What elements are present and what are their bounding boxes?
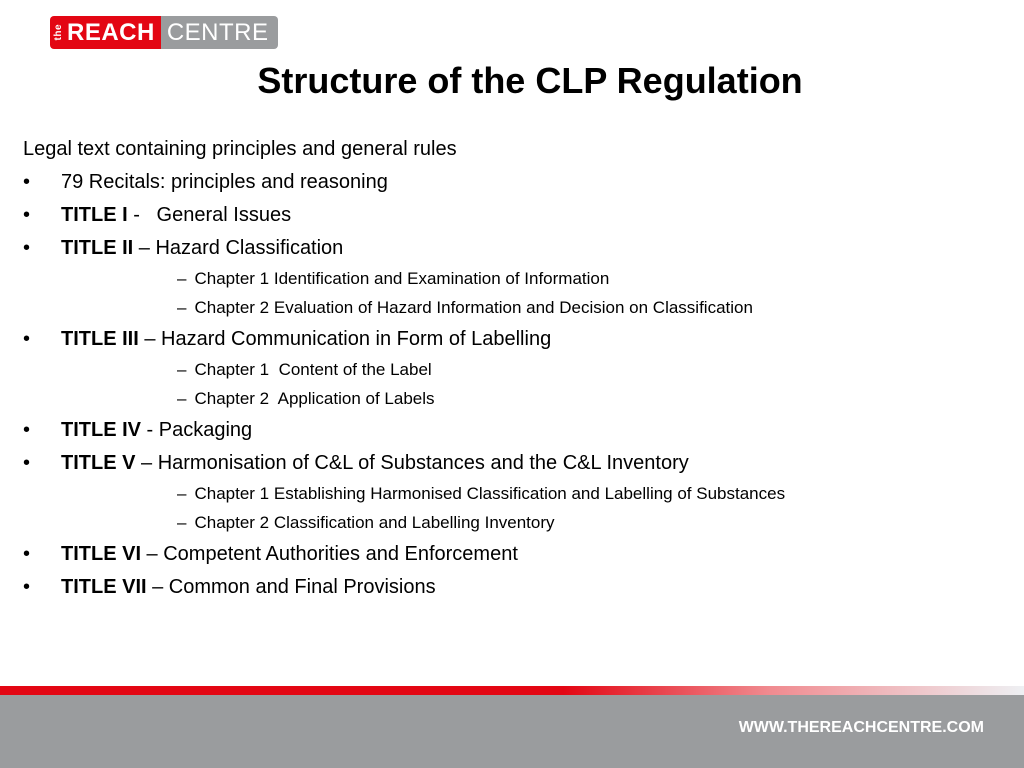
item-title: TITLE IV <box>61 419 141 441</box>
reach-centre-logo <box>50 16 278 49</box>
sub-item-text: Chapter 2 Classification and Labelling Inventory <box>194 513 555 532</box>
sub-item <box>23 512 1003 534</box>
bullet: • <box>23 543 31 565</box>
dash: – <box>177 389 187 408</box>
list-item-title-v <box>23 450 1003 476</box>
sub-item-text: Chapter 2 Evaluation of Hazard Information and Decision on Classification <box>194 298 753 317</box>
bullet: • <box>23 576 31 598</box>
list-item-title-iii <box>23 326 1003 352</box>
item-text: – Competent Authorities and Enforcement <box>141 543 518 565</box>
item-text: – Hazard Communication in Form of Labelling <box>138 328 552 350</box>
bullet: • <box>23 237 31 259</box>
dash: – <box>177 298 187 317</box>
list-item-recitals <box>23 169 1003 195</box>
sub-item-text: Chapter 1 Identification and Examination of Information <box>194 269 610 288</box>
sub-item <box>23 297 1003 319</box>
item-text: 79 Recitals: principles and reasoning <box>61 171 388 193</box>
logo-red-block <box>50 16 161 49</box>
item-text: – Common and Final Provisions <box>146 576 436 598</box>
dash: – <box>177 269 187 288</box>
item-title: TITLE II <box>61 237 134 259</box>
bullet: • <box>23 419 31 441</box>
logo-grey-block <box>161 16 278 49</box>
footer-bar <box>0 695 1024 768</box>
bullet: • <box>23 452 31 474</box>
item-text: – Hazard Classification <box>133 237 344 259</box>
intro-text: Legal text containing principles and general rules <box>23 138 457 160</box>
item-title: TITLE I <box>61 204 128 226</box>
logo-the-text: the <box>53 24 64 41</box>
footer-stripe <box>0 686 1024 695</box>
slide-title: Structure of the CLP Regulation <box>257 60 803 101</box>
bullet: • <box>23 328 31 350</box>
sub-item <box>23 483 1003 505</box>
dash: – <box>177 513 187 532</box>
logo-reach-text: REACH <box>67 18 155 46</box>
list-item-title-vi <box>23 541 1003 567</box>
dash: – <box>177 484 187 503</box>
sub-item <box>23 388 1003 410</box>
item-text: - Packaging <box>141 419 253 441</box>
item-title: TITLE VI <box>61 543 141 565</box>
item-text: - General Issues <box>127 204 292 226</box>
sub-item <box>23 359 1003 381</box>
sub-item-text: Chapter 1 Establishing Harmonised Classification and Labelling of Substances <box>194 484 786 503</box>
slide-content <box>23 136 1003 607</box>
item-text: – Harmonisation of C&L of Substances and the C&L Inventory <box>135 452 689 474</box>
bullet: • <box>23 204 31 226</box>
list-item-title-vii <box>23 574 1003 600</box>
logo-centre-text: CENTRE <box>166 18 269 46</box>
item-title: TITLE V <box>61 452 136 474</box>
list-item-title-i <box>23 202 1003 228</box>
footer-url: WWW.THEREACHCENTRE.COM <box>738 719 984 736</box>
dash: – <box>177 360 187 379</box>
sub-item <box>23 268 1003 290</box>
item-title: TITLE III <box>61 328 139 350</box>
item-title: TITLE VII <box>61 576 147 598</box>
list-item-title-ii <box>23 235 1003 261</box>
list-item-title-iv <box>23 417 1003 443</box>
bullet: • <box>23 171 31 193</box>
sub-item-text: Chapter 1 Content of the Label <box>194 360 432 379</box>
sub-item-text: Chapter 2 Application of Labels <box>194 389 435 408</box>
